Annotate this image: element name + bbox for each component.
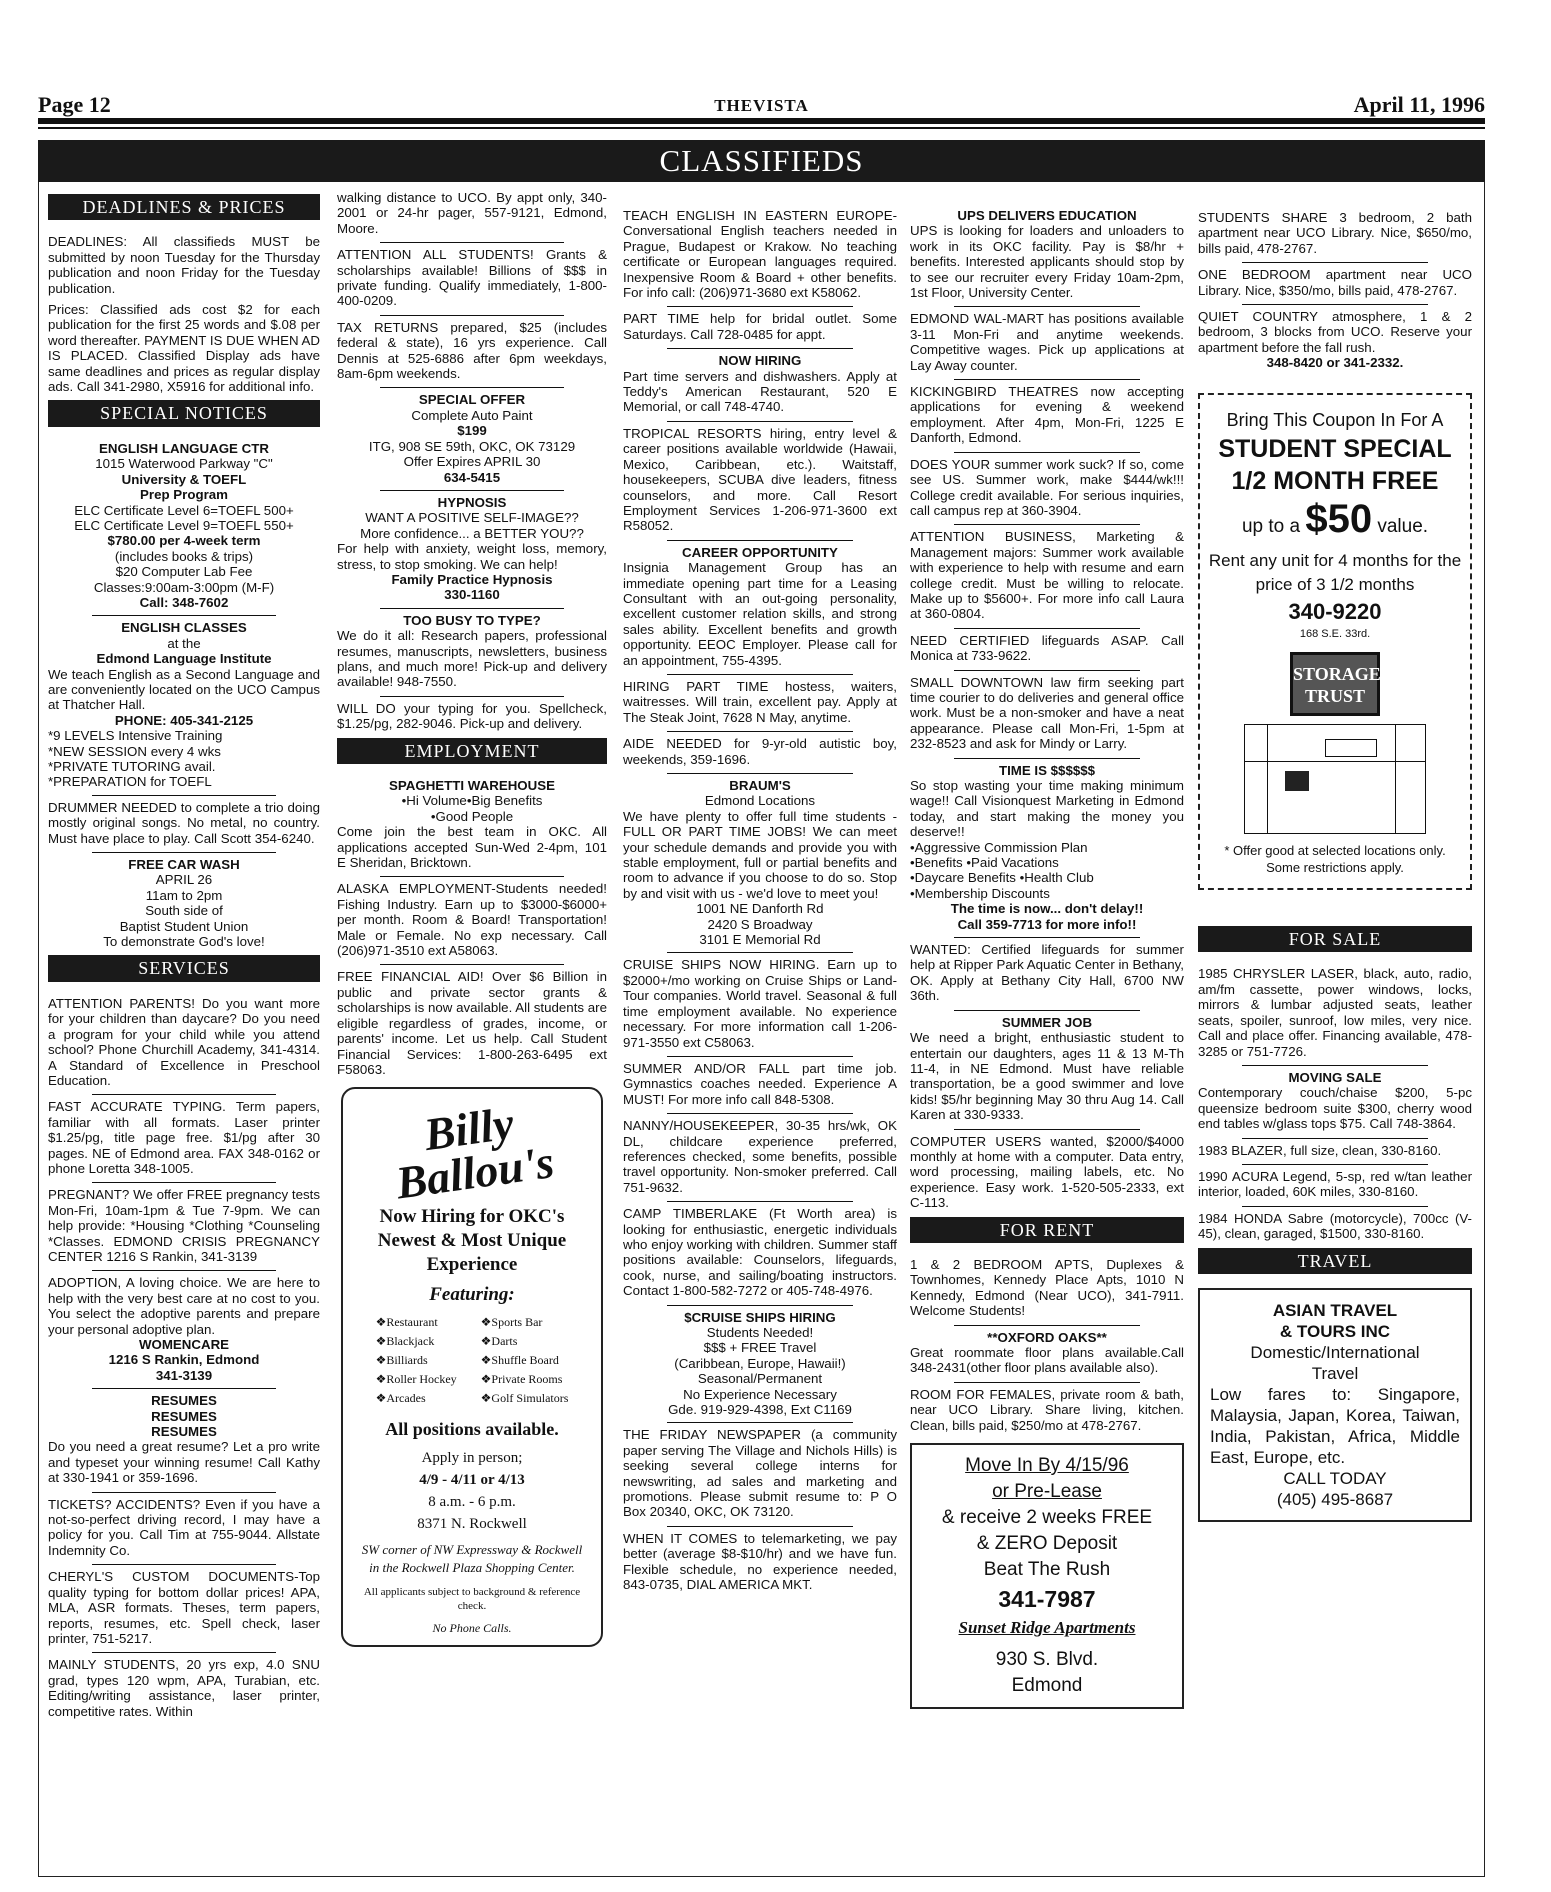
section-employment: EMPLOYMENT [337, 738, 607, 764]
ad-line: RESUMES [151, 1424, 217, 1440]
quiet-country-ad: QUIET COUNTRY atmosphere, 1 & 2 bedroom, 3 blocks from UCO. Reserve your apartment before the fall rush. [1198, 309, 1472, 355]
divider [1242, 304, 1428, 305]
asian-travel-ad [1198, 1288, 1472, 1522]
english-classes-body: We teach English as a Second Language and are conveniently located on the UCO Campus at Thatcher Hall. [48, 666, 320, 713]
room-females-ad: ROOM FOR FEMALES, private room & bath, near UCO Library. Share living, kitchen. Clean, bills paid, $250/mo at 478-2767. [910, 1386, 1184, 1433]
ad-line: 3101 E Memorial Rd [699, 932, 821, 948]
law-firm-ad: SMALL DOWNTOWN law firm seeking part time courier to do deliveries and general office work. Must be a non-smoker and have a neat appearance. Please call Mon-Fri, 1-5pm at 232-8523 and ask for Mindy or Larry. [910, 674, 1184, 752]
divider [380, 315, 564, 316]
oxford-oaks-head: **OXFORD OAKS** [987, 1329, 1107, 1345]
section-travel: TRAVEL [1198, 1248, 1472, 1274]
ad-line: South side of [145, 903, 223, 919]
divider [1242, 1138, 1428, 1139]
spaghetti-ad: Come join the best team in OKC. All applications accepted Sun-Wed 2-4pm, 101 E Sheridan, Bricktown. [337, 824, 607, 871]
acura-ad: 1990 ACURA Legend, 5-sp, red w/tan leather interior, loaded, 60K miles, 330-8160. [1198, 1168, 1472, 1200]
kickingbird-ad: KICKINGBIRD THEATRES now accepting applications for evening & weekend employment. After 4pm, Mon-Fri, 1225 E Danforth, Edmond. [910, 384, 1184, 446]
list-item: ❖Sports Bar [480, 1314, 543, 1329]
paper-title: THEVISTA [714, 96, 809, 115]
cruise-ships-hiring-ad [623, 1310, 897, 1418]
part-time-ad: PART TIME help for bridal outlet. Some Saturdays. Call 728-0485 for appt. [623, 311, 897, 342]
ad-line: 4/9 - 4/11 or 4/13 [419, 1472, 525, 1489]
teach-english-ad: TEACH ENGLISH IN EASTERN EUROPE-Conversational English teachers needed in Prague, Budapest or Krakow. No teaching certificate or European languages required. Inexpensive Room & Board + other benefits. For info call: (206)971-3680 ext K58062. [623, 208, 897, 301]
ad-line: More confidence... a BETTER YOU?? [360, 525, 584, 541]
blazer-ad: 1983 BLAZER, full size, clean, 330-8160. [1198, 1142, 1442, 1158]
one-bedroom-ad: ONE BEDROOM apartment near UCO Library. Nice, $350/mo, bills paid, 478-2767. [1198, 267, 1472, 298]
computer-users-ad: COMPUTER USERS wanted, $2000/$4000 monthly at home with a computer. Data entry, word processing, mailing labels, etc. No experience. Easy work. 1-520-505-2333, ext C-113. [910, 1133, 1184, 1211]
ad-line: Edmond [1011, 1675, 1083, 1697]
ad-line: or Pre-Lease [992, 1481, 1102, 1503]
ad-line: Edmond Locations [704, 793, 816, 809]
english-classes-head [48, 620, 320, 666]
list-item: •Benefits •Paid Vacations [910, 855, 1059, 871]
coupon-line: STUDENT SPECIAL [1218, 434, 1452, 463]
ad-line: 341-3139 [155, 1367, 213, 1383]
list-item: *NEW SESSION every 4 wks [48, 743, 221, 759]
ad-line: Call: 348-7602 [139, 594, 229, 610]
ad-line: Family Practice Hypnosis [391, 571, 553, 587]
summer-job-ad: We need a bright, enthusiastic student to entertain our daughters, ages 11 & 13 M-Th 11-4, in NE Edmond. Must have reliable transportation, be a good swimmer and love kids! $5/hr beginning May 30 thru Aug 14. Call Karen at 330-9333. [910, 1030, 1184, 1123]
divider [92, 1652, 277, 1653]
ad-line: & TOURS INC [1279, 1321, 1391, 1341]
time-head: TIME IS $$$$$$ [998, 762, 1096, 778]
asian-travel-body: Low fares to: Singapore, Malaysia, Japan, Korea, Taiwan, India, Pakistan, Africa, Middle East, Europe, etc. [1210, 1384, 1460, 1467]
financial-aid-ad: FREE FINANCIAL AID! Over $6 Billion in public and private sector grants & scholarships is now available. All students are eligible regardless of grades, income, or parents' income. Let us help. Call Student Financial Services: 1-800-263-6495 ext F58063. [337, 969, 607, 1077]
ad-line: 2420 S Broadway [707, 916, 813, 932]
divider [667, 731, 853, 732]
ad-line: •Good People [430, 808, 514, 824]
ad-line: ENGLISH CLASSES [121, 620, 247, 636]
resumes-head [48, 1393, 320, 1439]
divider [667, 1305, 853, 1306]
wanted-lifeguards-ad: WANTED: Certified lifeguards for summer help at Ripper Park Aquatic Center in Bethany, OK. Apply at Bethany City Hall, 6700 NW 36th. [910, 942, 1184, 1004]
ups-ad: UPS is looking for loaders and unloaders to work in its OKC facility. Pay is $8/hr + benefits. Interested applicants should stop by to see our recruiter every Friday 10am-2pm, 1st Floor, University Center. [910, 223, 1184, 301]
ad-line: Call 359-7713 for more info!! [957, 916, 1137, 932]
ad-line: Prep Program [140, 487, 228, 503]
location-map [1244, 724, 1426, 834]
oxford-oaks-ad: Great roommate floor plans available.Call 348-2431(other floor plans available also). [910, 1345, 1184, 1376]
classifieds-banner: CLASSIFIEDS [38, 140, 1485, 182]
will-do-ad: WILL DO your typing for you. Spellcheck, $1.25/pg, 282-9046. Pick-up and delivery. [337, 700, 607, 732]
ad-line: WANT A POSITIVE SELF-IMAGE?? [365, 510, 579, 526]
divider [954, 306, 1140, 307]
ad-line: Domestic/International [1250, 1342, 1420, 1362]
divider [380, 964, 564, 965]
list-item: *PREPARATION for TOEFL [48, 774, 212, 790]
divider [954, 452, 1140, 453]
spaghetti-head [337, 778, 607, 824]
divider [667, 348, 853, 349]
hypnosis-head [337, 495, 607, 541]
list-item: ❖Blackjack [375, 1333, 435, 1348]
ad-line: APRIL 26 [155, 872, 213, 888]
ad-line: 330-1160 [444, 587, 500, 603]
billy-features-left [376, 1313, 457, 1408]
ad-line: •Hi Volume•Big Benefits [401, 793, 543, 809]
walmart-ad: EDMOND WAL-MART has positions available 3-11 Mon-Fri and anytime weekends. Competitive wages. Pick up applications at Lay Away counter. [910, 311, 1184, 373]
ad-line: Travel [1311, 1363, 1359, 1383]
adoption-ad: ADOPTION, A loving choice. We are here to help with the very best care at no cost to you. You select the adoptive parents and prepare your personal adoptive plan. [48, 1275, 320, 1337]
nanny-ad: NANNY/HOUSEKEEPER, 30-35 hrs/wk, OK DL, childcare experience preferred, references checked, some benefits, possible travel opportunity. Non-smoker preferred. Call 751-9632. [623, 1118, 897, 1195]
divider [667, 1422, 853, 1423]
divider [667, 1113, 853, 1114]
typing-ad: FAST ACCURATE TYPING. Term papers, familiar with all formats. Laser printer $1.25/pg, title page free. $1/pg after 30 pages. NE of Edmond area. FAX 348-0162 or phone Loretta 348-1005. [48, 1099, 320, 1176]
divider [92, 1492, 277, 1493]
ad-line: (includes books & trips) [114, 548, 254, 564]
divider [1242, 1206, 1428, 1207]
masthead [38, 92, 1485, 120]
ad-line: 8371 N. Rockwell [417, 1516, 527, 1533]
ad-line: (Caribbean, Europe, Hawaii!) [674, 1355, 846, 1371]
ad-line: (405) 495-8687 [1276, 1489, 1394, 1509]
ad-line: FREE CAR WASH [128, 857, 240, 873]
ad-line: ELC Certificate Level 9=TOEFL 550+ [74, 517, 294, 533]
ad-line: 11am to 2pm [145, 887, 223, 903]
divider [667, 1526, 853, 1527]
time-ad: So stop wasting your time making minimum wage!! Call Visionquest Marketing in Edmond today, and start making the money you deserve!! [910, 778, 1184, 840]
tropical-resorts-ad: TROPICAL RESORTS hiring, entry level & career positions available worldwide (Hawaii, Mexico, Caribbean, etc.). Waitstaff, housekeepers, SCUBA dive leaders, fitness counselors, and more. Call Resort Employment Services 1-206-971-3600 ext R58052. [623, 425, 897, 534]
hypnosis-body: For help with anxiety, weight loss, memory, stress, to stop smoking. We can help! [337, 541, 607, 572]
deadlines-text: DEADLINES: All classifieds MUST be submitted by noon Tuesday for the Thursday publication and noon Friday for the Tuesday publication. [48, 234, 320, 296]
divider [380, 608, 564, 609]
ad-line: $20 Computer Lab Fee [115, 564, 253, 580]
divider [954, 1382, 1140, 1383]
time-list [910, 840, 1184, 902]
ad-line: 930 S. Blvd. [995, 1649, 1099, 1671]
divider [667, 421, 853, 422]
column-4 [910, 188, 1184, 1709]
ad-line: University & TOEFL [121, 471, 247, 487]
alaska-ad: ALASKA EMPLOYMENT-Students needed! Fishing Industry. Earn up to $3000-$6000+ per month. Room & Board! Transportation! Male or Female. No exp necessary. Call (206)971-3510 ext A58063. [337, 881, 607, 959]
ad-line: The time is now... don't delay!! [950, 901, 1144, 917]
billy-location: SW corner of NW Expressway & Rockwell in the Rockwell Plaza Shopping Center. [361, 1542, 583, 1576]
list-item: ❖Restaurant [375, 1314, 438, 1329]
ad-line: Move In By 4/15/96 [965, 1455, 1129, 1477]
ad-line: Gde. 919-929-4398, Ext C1169 [668, 1402, 852, 1418]
time-foot [910, 901, 1184, 932]
ad-line: Classes:9:00am-3:00pm (M-F) [93, 579, 275, 595]
masthead-rule [38, 118, 1485, 124]
continued-ad: walking distance to UCO. By appt only, 340-2001 or 24-hr pager, 557-9121, Edmond, Moore. [337, 190, 607, 236]
ad-line: ENGLISH LANGUAGE CTR [99, 440, 269, 456]
ad-line: SPECIAL OFFER [418, 392, 526, 408]
hypnosis-foot [337, 572, 607, 603]
list-item: ❖Darts [480, 1333, 518, 1348]
ad-line: Edmond Language Institute [96, 651, 272, 667]
aide-ad: AIDE NEEDED for 9-yr-old autistic boy, weekends, 359-1696. [623, 736, 897, 767]
ad-line: & receive 2 weeks FREE [941, 1507, 1153, 1529]
divider [92, 1182, 277, 1183]
coupon-phone: 340-9220 [1288, 598, 1382, 624]
list-item: ❖Roller Hockey [375, 1371, 457, 1386]
ad-line: 1001 NE Danforth Rd [696, 901, 824, 917]
telemarketing-ad: WHEN IT COMES to telemarketing, we pay better (average $8-$10/hr) and we have fun. Flexible schedule, no experience needed, 843-0735, DIAL AMERICA MKT. [623, 1530, 897, 1593]
column-2 [337, 188, 607, 1657]
students-share-ad: STUDENTS SHARE 3 bedroom, 2 bath apartment near UCO Library. Nice, $650/mo, bills paid, 478-2767. [1198, 210, 1472, 256]
section-deadlines: DEADLINES & PRICES [48, 194, 320, 220]
summer-job-head: SUMMER JOB [1001, 1014, 1093, 1030]
divider [1242, 262, 1428, 263]
ad-line: No Experience Necessary [683, 1386, 837, 1402]
storage-trust-logo: STORAGE TRUST [1290, 652, 1380, 716]
hiring-part-time-ad: HIRING PART TIME hostess, waiters, waitresses. Will train, excellent pay. Apply at The Steak Joint, 7628 N May, anytime. [623, 678, 897, 725]
divider [1242, 1065, 1428, 1066]
list-item: *PRIVATE TUTORING avail. [48, 759, 216, 774]
too-busy-ad: We do it all: Research papers, professional resumes, manuscripts, newsletters, business plans, and much more! Pick-up and delivery available! 948-7550. [337, 628, 607, 690]
billy-note: All applicants subject to background & reference check. [363, 1586, 581, 1613]
billy-no-calls: No Phone Calls. [432, 1621, 512, 1636]
ad-line: $199 [457, 423, 487, 439]
camp-timberlake-ad: CAMP TIMBERLAKE (Ft Worth area) is looking for enthusiastic, energetic individuals who enjoy working with children. Summer staff positions available: Counselors, lifeguards, cook, nurse, and sailing/boating instructors. Contact 1-800-582-7272 or 405-748-4976. [623, 1206, 897, 1299]
ad-line: Offer Expires APRIL 30 [403, 454, 541, 470]
divider [667, 674, 853, 675]
ad-line: $$$ + FREE Travel [703, 1340, 817, 1356]
masthead-rule-thin [38, 127, 1485, 129]
braums-ad: We have plenty to offer full time students - FULL OR PART TIME JOBS! We can meet your schedule demands and provide you with stable employment, full or partial benefits and room to advance if you choose to do so. Stop by and visit with us - we'd love to meet you! [623, 808, 897, 901]
divider [954, 524, 1140, 525]
ad-line: Seasonal/Permanent [697, 1371, 823, 1387]
column-1 [48, 188, 320, 1725]
divider [92, 615, 277, 616]
map-road [1245, 761, 1425, 762]
ad-line: ITG, 908 SE 59th, OKC, OK 73129 [368, 438, 576, 454]
ad-line: ASIAN TRAVEL [1272, 1300, 1398, 1320]
issue-date: April 11, 1996 [1353, 92, 1485, 117]
summer-fall-ad: SUMMER AND/OR FALL part time job. Gymnastics coaches needed. Experience A MUST! For more info call 848-5308. [623, 1060, 897, 1107]
ad-line: & ZERO Deposit [976, 1533, 1118, 1555]
divider [954, 670, 1140, 671]
special-offer-ad [337, 392, 607, 484]
billy-ballous-ad [341, 1087, 603, 1646]
section-for-sale: FOR SALE [1198, 926, 1472, 952]
elc-ad [48, 441, 320, 610]
section-services: SERVICES [48, 955, 320, 981]
divider [1242, 1164, 1428, 1165]
billy-positions: All positions available. [385, 1418, 559, 1439]
divider [92, 795, 277, 796]
storage-trust-logo-wrap [1206, 652, 1464, 716]
car-wash-ad [48, 857, 320, 949]
english-classes-phone: PHONE: 405-341-2125 [114, 712, 254, 728]
friday-newspaper-ad: THE FRIDAY NEWSPAPER (a community paper serving The Village and Nichols Hills) is seeking several college interns for newswriting, ad sales and marketing and promotions. Please submit resume to: P O Box 20340, OKC, OK 73120. [623, 1427, 897, 1520]
coupon-line: Bring This Coupon In For A [1226, 409, 1444, 430]
ad-line: WOMENCARE [138, 1337, 230, 1352]
ad-line: 1216 S Rankin, Edmond [108, 1352, 260, 1368]
braums-addresses [623, 901, 897, 947]
moving-sale-ad: Contemporary couch/chaise $200, 5-pc queensize bedroom suite $300, cherry wood end tables w/glass tops $75. Call 748-3864. [1198, 1085, 1472, 1132]
coupon-note: * Offer good at selected locations only. Some restrictions apply. [1224, 843, 1446, 876]
braums-head [623, 778, 897, 809]
womencare-ad [48, 1337, 320, 1383]
sunset-logo: Sunset Ridge Apartments [958, 1618, 1136, 1638]
cruise-ships-ad: CRUISE SHIPS NOW HIRING. Earn up to $2000+/mo working on Cruise Ships or Land-Tour companies. World travel. Seasonal & full time employment available. No experience necessary. For more information call 1-206-971-3550 ext C58063. [623, 957, 897, 1050]
list-item: •Aggressive Commission Plan [910, 839, 1088, 855]
divider [954, 1010, 1140, 1011]
ad-line: $780.00 per 4-week term [107, 533, 261, 549]
summer-work-ad: DOES YOUR summer work suck? If so, come see US. Summer work, make $444/wk!!! College credit available. For serious inquiries, call campus rep at 360-3904. [910, 456, 1184, 518]
pregnancy-ad: PREGNANT? We offer FREE pregnancy tests Mon-Fri, 10am-1pm & Tue 7-9pm. We can help provide: *Housing *Clothing *Counseling *Classes. EDMOND CRISIS PREGNANCY CENTER 1216 S Rankin, 341-3139 [48, 1187, 320, 1264]
ad-line: CALL TODAY [1283, 1468, 1387, 1488]
ad-line: SPAGHETTI WAREHOUSE [389, 778, 555, 793]
coupon-value-line [1206, 497, 1464, 549]
ad-line: $CRUISE SHIPS HIRING [684, 1309, 836, 1325]
ad-line: Students Needed! [706, 1325, 814, 1340]
divider [667, 540, 853, 541]
english-classes-list [48, 728, 320, 790]
divider [667, 1201, 853, 1202]
ad-line: Beat The Rush [983, 1559, 1111, 1581]
ad-line: Complete Auto Paint [411, 407, 533, 423]
list-item: *9 LEVELS Intensive Training [48, 728, 223, 744]
attention-students-ad: ATTENTION ALL STUDENTS! Grants & scholarships available! Billions of $$$ in private funding. Qualify immediately, 1-800-400-0209. [337, 247, 607, 309]
map-shopping-center [1325, 739, 1377, 757]
ad-line: HYPNOSIS [437, 494, 507, 510]
map-location-marker [1285, 771, 1309, 791]
divider [92, 1094, 277, 1095]
billy-ballous-logo: Billy Ballou's [392, 1097, 558, 1209]
ad-line: 634-5415 [443, 469, 501, 485]
ups-head: UPS DELIVERS EDUCATION [957, 208, 1137, 223]
divider [667, 1056, 853, 1057]
honda-ad: 1984 HONDA Sabre (motorcycle), 700cc (V-45), clean, garaged, $1500, 330-8160. [1198, 1210, 1472, 1242]
billy-apply [347, 1447, 597, 1535]
tickets-ad: TICKETS? ACCIDENTS? Even if you have a not-so-perfect driving record, I may have a policy for you. Call Tim at 755-9044. Allstate Indemnity Co. [48, 1496, 320, 1558]
column-3 [623, 188, 897, 1599]
sunset-ridge-ad [910, 1443, 1184, 1709]
billy-headline: Now Hiring for OKC's Newest & Most Unique Experience [377, 1206, 567, 1276]
tax-returns-ad: TAX RETURNS prepared, $25 (includes federal & state), 16 yrs experience. Call Dennis at 525-6886 after 6pm weekdays, 8am-6pm weekends. [337, 319, 607, 382]
divider [92, 852, 277, 853]
divider [667, 773, 853, 774]
billy-features [347, 1313, 597, 1408]
billy-featuring: Featuring: [429, 1284, 515, 1306]
ad-line: Baptist Student Union [119, 918, 249, 934]
ad-line: ELC Certificate Level 6=TOEFL 500+ [74, 502, 294, 518]
quiet-country-phone: 348-8420 or 341-2332. [1266, 355, 1404, 371]
map-road [1395, 725, 1396, 833]
ad-line: RESUMES [151, 1393, 217, 1409]
sunset-phone: 341-7987 [998, 1586, 1096, 1613]
ad-line: 8 a.m. - 6 p.m. [428, 1494, 516, 1511]
coupon-line: Rent any unit for 4 months for the price of 3 1/2 months [1208, 550, 1462, 594]
prices-text: Prices: Classified ads cost $2 for each publication for the first 25 words and $.08 per word thereafter. PAYMENT IS DUE WHEN AD IS PLACED. Classified Display ads have same deadlines and prices as regular display ads. Call 341-2980, X5916 for additional info. [48, 302, 320, 395]
divider [954, 1325, 1140, 1326]
list-item: ❖Arcades [375, 1390, 426, 1405]
coupon-line: 1/2 MONTH FREE [1231, 466, 1439, 495]
ad-line: BRAUM'S [729, 778, 791, 793]
parents-ad: ATTENTION PARENTS! Do you want more for your children than daycare? Do you need a program for your child while you attend school? Phone Churchill Academy, 341-4314. A Standard of Excellence in Preschool Education. [48, 995, 320, 1088]
page-number: Page 12 [38, 92, 111, 117]
divider [380, 876, 564, 877]
list-item: •Membership Discounts [910, 885, 1050, 901]
resumes-ad: Do you need a great resume? Let a pro write and typeset your winning resume! Call Kathy at 330-1941 or 359-1696. [48, 1439, 320, 1486]
ad-line: at the [167, 635, 201, 651]
chrysler-ad: 1985 CHRYSLER LASER, black, auto, radio, am/fm cassette, power windows, locks, mirrors & lumbar adjusted seats, leather seats, spoiler, sunroof, low miles, very nice. Call and place offer. Financing available, 478-3285 or 751-7726. [1198, 966, 1472, 1059]
bedroom-apts-ad: 1 & 2 BEDROOM APTS, Duplexes & Townhomes, Kennedy Place Apts, 1010 N Kennedy, Edmond (Near UCO), 341-7911. Welcome Students! [910, 1256, 1184, 1319]
list-item: ❖Shuffle Board [480, 1352, 559, 1367]
divider [92, 1270, 277, 1271]
ad-line: Apply in person; [421, 1450, 523, 1467]
coupon-text: value. [1377, 515, 1429, 537]
divider [954, 1129, 1140, 1130]
divider [380, 696, 564, 697]
coupon-address: 168 S.E. 33rd. [1299, 627, 1371, 640]
moving-sale-head: MOVING SALE [1288, 1069, 1382, 1085]
section-special-notices: SPECIAL NOTICES [48, 400, 320, 426]
coupon-amount: $50 [1305, 496, 1373, 541]
coupon-text: up to a [1241, 515, 1301, 537]
drummer-ad: DRUMMER NEEDED to complete a trio doing mostly original songs. No metal, no country. Must have place to play. Call Scott 354-6240. [48, 799, 320, 846]
lifeguards-ad: NEED CERTIFIED lifeguards ASAP. Call Monica at 733-9622. [910, 632, 1184, 664]
list-item: ❖Private Rooms [480, 1371, 563, 1386]
divider [667, 952, 853, 953]
career-head: CAREER OPPORTUNITY [682, 544, 838, 560]
list-item: ❖Billiards [375, 1352, 428, 1367]
list-item: ❖Golf Simulators [480, 1390, 569, 1405]
ad-line: RESUMES [151, 1408, 217, 1424]
storage-trust-coupon [1198, 393, 1472, 890]
ad-line: To demonstrate God's love! [103, 934, 265, 950]
now-hiring-head: NOW HIRING [718, 353, 802, 369]
divider [954, 937, 1140, 938]
divider [92, 1564, 277, 1565]
attention-business-ad: ATTENTION BUSINESS, Marketing & Management majors: Summer work available with experience to help with resume and earn college credit. Must be willing to relocate. Make up to $5600+. For more info call Laura at 360-0804. [910, 529, 1184, 622]
divider [380, 387, 564, 388]
cheryl-ad: CHERYL'S CUSTOM DOCUMENTS-Top quality typing for bottom dollar prices! APA, MLA, ASR formats. Theses, term papers, reports, resumes, etc. Spell check, laser printer, 751-5217. [48, 1569, 320, 1646]
divider [380, 242, 564, 243]
mainly-students-ad: MAINLY STUDENTS, 20 yrs exp, 4.0 SNU grad, types 120 wpm, APA, Turabian, etc. Editing/writing assistance, laser printer, competitive rates. Within [48, 1657, 320, 1719]
list-item: •Daycare Benefits •Health Club [910, 870, 1094, 886]
billy-features-right [481, 1313, 569, 1408]
ad-line: 1015 Waterwood Parkway "C" [95, 456, 273, 472]
divider [954, 758, 1140, 759]
divider [954, 379, 1140, 380]
divider [380, 490, 564, 491]
column-5 [1198, 188, 1472, 1522]
section-for-rent: FOR RENT [910, 1217, 1184, 1243]
divider [92, 1388, 277, 1389]
too-busy-head: TOO BUSY TO TYPE? [403, 612, 541, 628]
map-road [1267, 725, 1268, 833]
divider [667, 306, 853, 307]
divider [954, 628, 1140, 629]
now-hiring-ad: Part time servers and dishwashers. Apply at Teddy's American Restaurant, 520 E Memorial, or call 748-4740. [623, 368, 897, 415]
career-ad: Insignia Management Group has an immediate opening part time for a Leasing Consultant with an out-going personality, excellent customer relation skills, and strong sales ability. Excellent benefits and growth opportunity. EEOC Employer. Please call for an appointment, 755-4395. [623, 560, 897, 668]
